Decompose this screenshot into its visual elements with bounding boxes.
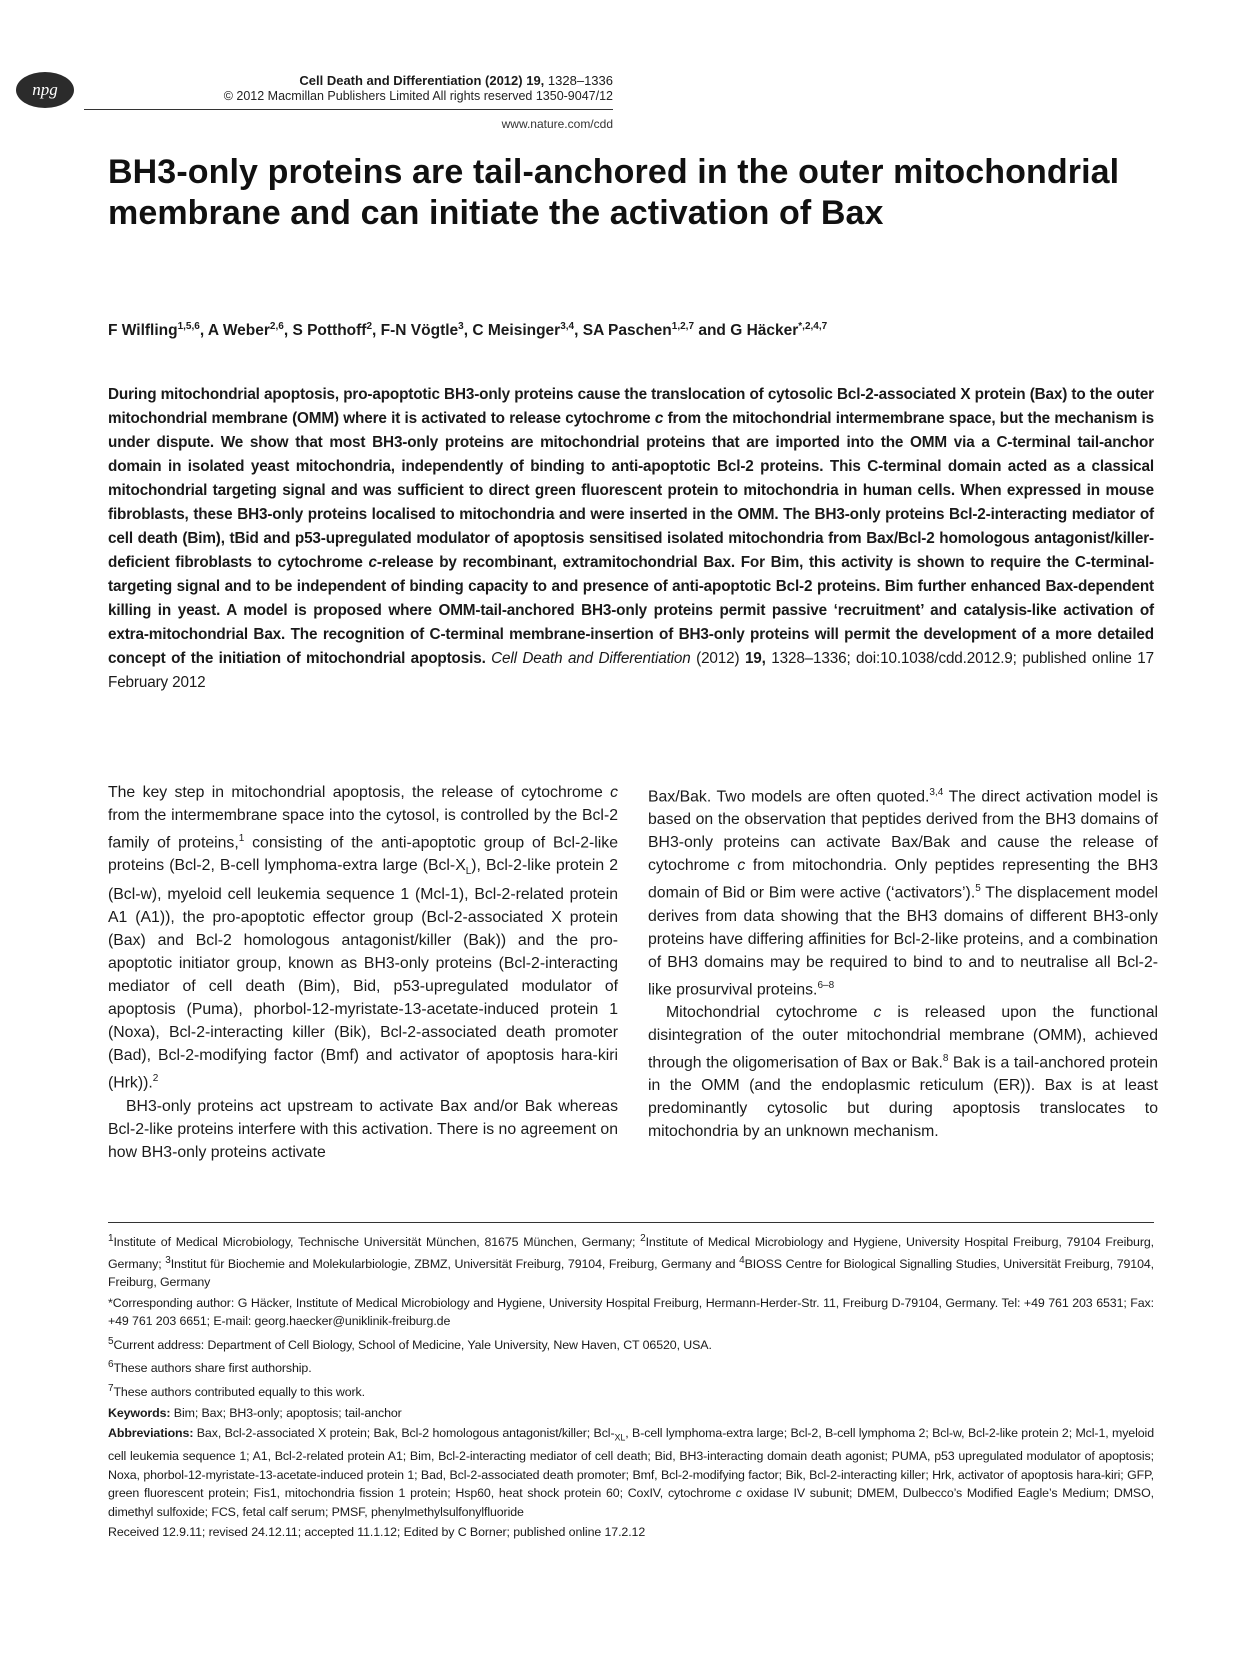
body-column-right bbox=[648, 781, 1158, 1143]
author-affiliation-marker: 1,2,7 bbox=[671, 321, 695, 332]
footnote-current-address bbox=[108, 1333, 1154, 1355]
footnote-divider bbox=[108, 1222, 1154, 1223]
abstract bbox=[108, 383, 1154, 695]
body-paragraph: BH3-only proteins act upstream to activate Bax and/or Bak whereas Bcl-2-like proteins interfere with this activation. There is no agreement on how BH3-only proteins activate bbox=[108, 1097, 618, 1161]
author-name: S Potthoff bbox=[292, 322, 367, 340]
footnote-equal-contribution bbox=[108, 1380, 1154, 1402]
abbreviations bbox=[108, 1424, 1154, 1521]
author-separator: , bbox=[283, 322, 293, 340]
footnote-marker: 6 bbox=[108, 1359, 114, 1371]
corresponding-author: *Corresponding author: G Häcker, Institute of Medical Microbiology and Hygiene, University Hospital Freiburg, Hermann-Herder-Str. 11, Freiburg D-79104, Germany. Tel: +49 761 203 6531; Fax: +49 761 203 6651; E-mail: georg.haecker@uniklinik-freiburg.de bbox=[108, 1295, 1154, 1329]
abbreviations-text: , B-cell lymphoma-extra large; Bcl-2, B-cell lymphoma 2; Bcl-w, Bcl-2-like protein 2; Mcl-1, myeloid cell leukemia sequence 1; A1, Bcl-2-related protein A1; Bim, Bcl-2-interacting mediator of cell death; Bid, BH3-interacting domain death agonist; PUMA, p53 upregulated modulator of apoptosis; Noxa, phorbol-12-myristate-13-acetate-induced protein 1; Bad, Bcl-2-associated death promoter; Bmf, Bcl-2-modifying factor; Bik, Bcl-2-interacting killer; Hrk, activator of apoptosis hara-kiri; GFP, green fluorescent protein; Fis1, mitochondria fission 1 protein; Hsp60, heat shock protein 60; CoxIV, cytochrome bbox=[108, 1426, 1154, 1501]
body-paragraph bbox=[108, 781, 618, 1095]
body-italic: c bbox=[873, 1003, 882, 1021]
affiliation-marker: 1 bbox=[108, 1233, 114, 1244]
keywords-label: Keywords: bbox=[108, 1405, 171, 1420]
body-text: The key step in mitochondrial apoptosis, the release of cytochrome bbox=[108, 784, 611, 801]
abbreviations-italic: c bbox=[735, 1486, 742, 1501]
author-affiliation-marker: 2,6 bbox=[269, 321, 284, 332]
citation-year: (2012) bbox=[690, 650, 745, 667]
body-italic: c bbox=[610, 784, 618, 801]
received-dates: Received 12.9.11; revised 24.12.11; accepted 11.1.12; Edited by C Borner; published online 17.2.12 bbox=[108, 1525, 646, 1540]
abstract-italic: c bbox=[368, 554, 377, 571]
author-affiliation-marker: 3,4 bbox=[560, 321, 575, 332]
affiliation: Institute of Medical Microbiology, Technische Universität München, 81675 München, Germany; bbox=[113, 1235, 641, 1250]
author-separator: , bbox=[372, 322, 381, 340]
author-affiliation-marker: 1,5,6 bbox=[177, 321, 200, 332]
citation-volume: 19, bbox=[744, 650, 766, 667]
body-italic: c bbox=[737, 857, 746, 875]
affiliation-marker: 4 bbox=[739, 1254, 745, 1266]
body-text: Mitochondrial cytochrome bbox=[666, 1003, 874, 1021]
body-text: from the intermembrane space into the cytosol, is controlled by the Bcl-2 family of proteins, bbox=[108, 807, 618, 852]
copyright-line: © 2012 Macmillan Publishers Limited All rights reserved 1350-9047/12 bbox=[223, 89, 613, 103]
reference-marker[interactable]: 1 bbox=[238, 833, 245, 844]
affiliation-marker: 3 bbox=[165, 1254, 171, 1266]
journal-header bbox=[93, 73, 613, 103]
body-text: Bak is a tail-anchored protein in the OMM (and the endoplasmic reticulum (ER)). Bax is at least predominantly cytosolic but during apoptosis translocates to mitochondria by an unknown mechanism. bbox=[648, 1054, 1158, 1141]
journal-volume: 19, bbox=[526, 73, 545, 88]
subscript: L bbox=[465, 866, 472, 878]
footnote-marker: 5 bbox=[108, 1335, 114, 1347]
affiliation: BIOSS Centre for Biological Signalling Studies, Universität Freiburg, 79104, Freiburg, Germany bbox=[108, 1256, 1154, 1290]
affiliation: Institute of Medical Microbiology and Hygiene, University Hospital Freiburg, 79104 Freiburg, Germany; bbox=[108, 1235, 1154, 1271]
keywords bbox=[108, 1404, 1154, 1423]
author-separator: , bbox=[574, 322, 583, 340]
reference-marker[interactable]: 5 bbox=[975, 883, 981, 895]
author-name: F-N Vögtle bbox=[380, 322, 459, 340]
affiliations bbox=[108, 1230, 1154, 1292]
journal-pages: 1328–1336 bbox=[547, 73, 613, 88]
author-affiliation-marker: *,2,4,7 bbox=[798, 321, 828, 332]
author-affiliation-marker: 3 bbox=[458, 321, 464, 332]
body-text: from mitochondria. Only peptides representing the BH3 domain of Bid or Bim were active (‘activators’). bbox=[648, 857, 1158, 902]
article-title: BH3-only proteins are tail-anchored in the outer mitochondrial membrane and can initiate the activation of Bax bbox=[108, 153, 1120, 232]
author-name: A Weber bbox=[207, 322, 270, 340]
affiliation-marker: 2 bbox=[640, 1233, 646, 1244]
body-text: The displacement model derives from data showing that the BH3 domains of different BH3-only proteins have differing affinities for Bcl-2-like proteins, and a combination of BH3 domains may be required to bind to and to neutralise all Bcl-2-like prosurvival proteins. bbox=[648, 884, 1159, 998]
author-name: SA Paschen bbox=[582, 322, 672, 340]
reference-marker[interactable]: 2 bbox=[152, 1073, 159, 1085]
header-divider bbox=[84, 109, 613, 110]
body-text: is released upon the functional disintegration of the outer mitochondrial membrane (OMM), achieved through the oligomerisation of Bax or Bak. bbox=[648, 1003, 1158, 1072]
author-separator: and bbox=[694, 322, 731, 340]
subscript: XL bbox=[614, 1432, 626, 1443]
author-list bbox=[108, 321, 1148, 340]
journal-line bbox=[93, 73, 613, 88]
footnote-marker: 7 bbox=[108, 1383, 114, 1394]
body-paragraph bbox=[648, 781, 1158, 1001]
abstract-text: During mitochondrial apoptosis, pro-apoptotic BH3-only proteins cause the translocation of cytosolic Bcl-2-associated X protein (Bax) to the outer mitochondrial membrane (OMM) where it is activated to release cytochrome c from the mitochondrial intermembrane space, but the mechanism is under dispute. We show that most BH3-only proteins are mitochondrial proteins that are imported into the OMM via a C-terminal tail-anchor domain in isolated yeast mitochondria, independently of binding to anti-apoptotic Bcl-2 proteins. This C-terminal domain acted as a classical mitochondrial targeting signal and was sufficient to direct green fluorescent protein to mitochondria in human cells. When expressed in mouse fibroblasts, these BH3-only proteins localised to mitochondria and were inserted in the OMM. The BH3-only proteins Bcl-2-interacting mediator of cell death (Bim), tBid and p53-upregulated modulator of apoptosis sensitised isolated mitochondria from Bax/Bcl-2 homologous antagonist/killer-deficient fibroblasts to cytochrome c-release by recombinant, extramitochondrial Bax. For Bim, this activity is shown to require the C-terminal-targeting signal and to be independent of binding capacity to and presence of anti-apoptotic Bcl-2 proteins. Bim further enhanced Bax-dependent killing in yeast. A model is proposed where OMM-tail-anchored BH3-only proteins permit passive ‘recruitment’ and catalysis-like activation of extra-mitochondrial Bax. The recognition of C-terminal membrane-insertion of BH3-only proteins will permit the development of a more detailed concept of the initiation of mitochondrial apoptosis. bbox=[108, 386, 1155, 667]
body-paragraph bbox=[648, 1001, 1158, 1143]
body-text: ), Bcl-2-like protein 2 (Bcl-w), myeloid cell leukemia sequence 1 (Mcl-1), Bcl-2-related protein A1 (A1)), the pro-apoptotic effector group (Bcl-2-associated X protein (Bax) and Bcl-2 homologous antagonist/killer (Bak)) and the pro-apoptotic initiator group, known as BH3-only proteins (Bcl-2-interacting mediator of cell death (Bim), Bid, p53-upregulated modulator of apoptosis (Puma), phorbol-12-myristate-13-acetate-induced protein 1 (Noxa), Bcl-2-interacting killer (Bik), Bcl-2-associated death promoter (Bad), Bcl-2-modifying factor (Bmf) and activator of apoptosis hara-kiri (Hrk)). bbox=[108, 857, 618, 1092]
author-separator: , bbox=[463, 322, 473, 340]
footnote-text: Current address: Department of Cell Biology, School of Medicine, Yale University, New Haven, CT 06520, USA. bbox=[113, 1337, 712, 1352]
author-name: G Häcker bbox=[730, 322, 799, 340]
npg-logo-text: npg bbox=[32, 80, 58, 99]
reference-marker[interactable]: 6–8 bbox=[817, 979, 835, 991]
body-text: consisting of the anti-apoptotic group of Bcl-2-like proteins (Bcl-2, B-cell lymphoma-extra large (Bcl-X bbox=[108, 834, 618, 875]
body-text: Bax/Bak. Two models are often quoted. bbox=[648, 788, 930, 806]
journal-name: Cell Death and Differentiation (2012) bbox=[299, 73, 523, 88]
reference-marker[interactable]: 8 bbox=[942, 1052, 949, 1064]
citation-journal: Cell Death and Differentiation bbox=[491, 650, 691, 667]
body-column-left bbox=[108, 781, 618, 1164]
footnote-text: These authors contributed equally to this work. bbox=[113, 1385, 365, 1400]
body-text: The direct activation model is based on the observation that peptides derived from the BH3 domains of BH3-only proteins can activate Bax/Bak and cause the release of cytochrome bbox=[648, 788, 1158, 875]
affiliation: Institut für Biochemie and Molekularbiologie, ZBMZ, Universität Freiburg, 79104, Freiburg, Germany and bbox=[170, 1256, 740, 1271]
author-separator: , bbox=[199, 322, 208, 340]
reference-marker[interactable]: 3,4 bbox=[929, 787, 944, 798]
npg-logo bbox=[16, 72, 74, 108]
author-name: F Wilfling bbox=[108, 322, 178, 340]
footnote-first-authorship bbox=[108, 1356, 1154, 1378]
footnote-text: These authors share first authorship. bbox=[113, 1361, 312, 1376]
author-name: C Meisinger bbox=[472, 322, 561, 340]
footnotes bbox=[108, 1230, 1154, 1544]
abstract-italic: c bbox=[654, 410, 664, 427]
abbreviations-text: oxidase IV subunit; DMEM, Dulbecco’s Modified Eagle’s Medium; DMSO, dimethyl sulfoxide; FCS, fetal calf serum; PMSF, phenylmethylsulfonylfluoride bbox=[108, 1486, 1154, 1519]
author-affiliation-marker: 2 bbox=[366, 321, 373, 332]
keywords-text: Bim; Bax; BH3-only; apoptosis; tail-anchor bbox=[170, 1405, 402, 1420]
abbreviations-text: Bax, Bcl-2-associated X protein; Bak, Bcl-2 homologous antagonist/killer; Bcl- bbox=[193, 1426, 615, 1441]
abbreviations-label: Abbreviations: bbox=[108, 1426, 194, 1441]
journal-url[interactable]: www.nature.com/cdd bbox=[501, 117, 613, 131]
citation-rest: 1328–1336; doi:10.1038/cdd.2012.9; published online 17 February 2012 bbox=[108, 650, 1154, 691]
